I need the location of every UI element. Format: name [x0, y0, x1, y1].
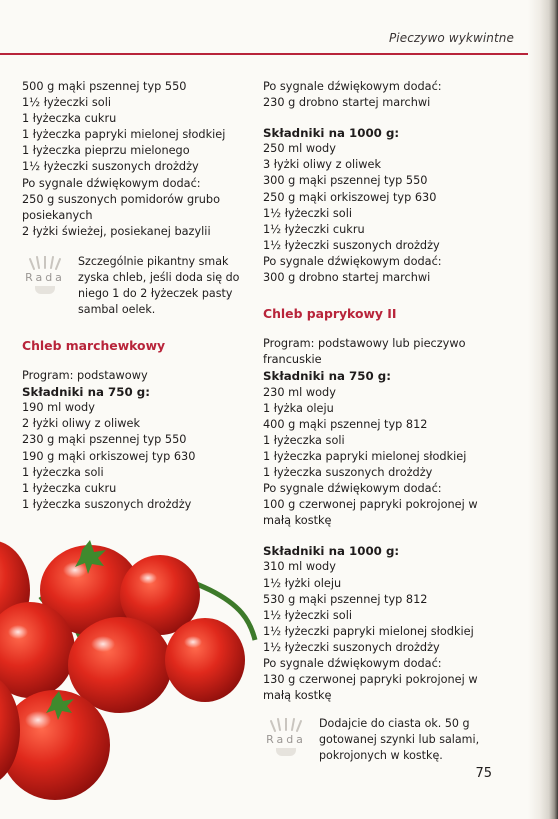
- ingredients-heading: Składniki na 1000 g:: [263, 544, 400, 559]
- ingredient-line: 250 ml wody: [263, 142, 336, 156]
- ingredient-line: 1½ łyżeczki soli: [22, 96, 111, 110]
- tip-box: [263, 716, 521, 764]
- instruction-line: Po sygnale dźwiękowym dodać:: [22, 176, 201, 190]
- tip-text: Dodajcie do ciasta ok. 50 g gotowanej szynki lub salami, pokrojonych w kostkę.: [319, 717, 480, 763]
- ingredient-line: 1 łyżeczka cukru: [22, 112, 117, 126]
- ingredient-line: 500 g mąki pszennej typ 550: [22, 80, 187, 93]
- ingredient-line: 1½ łyżeczki suszonych drożdży: [22, 160, 199, 174]
- header-rule: [0, 53, 528, 55]
- tip-text: Szczególnie pikantny smak zyska chleb, jeśli doda się do niego 1 do 2 łyżeczek pasty sambal oelek.: [78, 254, 240, 316]
- left-column: [22, 79, 250, 513]
- ingredient-line: 530 g mąki pszennej typ 812: [263, 592, 428, 606]
- tip-bulb-icon: [22, 256, 68, 296]
- ingredient-line: 3 łyżki oliwy z oliwek: [263, 158, 382, 172]
- page-edge: [528, 0, 558, 819]
- ingredient-line: 1 łyżeczka suszonych drożdży: [263, 465, 433, 479]
- ingredient-line: 400 g mąki pszennej typ 812: [263, 417, 428, 431]
- recipe-title: Chleb paprykowy II: [263, 306, 397, 322]
- ingredient-line: 130 g czerwonej papryki pokrojonej w małą kostkę: [263, 673, 478, 703]
- ingredient-line: 1 łyżeczka cukru: [22, 481, 117, 495]
- ingredient-line: 1 łyżeczka papryki mielonej słodkiej: [22, 128, 226, 142]
- ingredient-line: 1½ łyżeczki cukru: [263, 222, 365, 236]
- right-column: [263, 79, 521, 764]
- ingredients-heading: Składniki na 750 g:: [22, 385, 150, 400]
- ingredient-line: 250 g suszonych pomidorów grubo posiekanych: [22, 192, 220, 222]
- ingredient-line: 1½ łyżeczki suszonych drożdży: [263, 238, 440, 252]
- tip-box: [22, 254, 250, 318]
- program-line: Program: podstawowy lub pieczywo francuskie: [263, 337, 466, 367]
- ingredient-line: 310 ml wody: [263, 560, 336, 574]
- ingredient-line: 1 łyżeczka papryki mielonej słodkiej: [263, 449, 467, 463]
- tip-label: Rada: [25, 270, 65, 284]
- ingredient-line: 1½ łyżki oleju: [263, 576, 342, 590]
- ingredient-line: 300 g mąki pszennej typ 550: [263, 174, 428, 188]
- ingredient-line: 1 łyżeczka pieprzu mielonego: [22, 144, 190, 158]
- ingredient-line: 190 ml wody: [22, 401, 95, 415]
- ingredients-heading: Składniki na 1000 g:: [263, 126, 400, 141]
- tip-label: Rada: [266, 733, 306, 747]
- tomato-photo: [0, 530, 280, 819]
- ingredient-line: 300 g drobno startej marchwi: [263, 271, 431, 285]
- program-line: Program: podstawowy: [22, 369, 148, 383]
- instruction-line: Po sygnale dźwiękowym dodać:: [263, 482, 442, 496]
- instruction-line: Po sygnale dźwiękowym dodać:: [263, 254, 442, 268]
- ingredient-line: 190 g mąki orkiszowej typ 630: [22, 449, 196, 463]
- instruction-line: Po sygnale dźwiękowym dodać:: [263, 80, 442, 93]
- ingredient-line: 250 g mąki orkiszowej typ 630: [263, 190, 437, 204]
- page-number: 75: [475, 766, 492, 781]
- ingredient-line: 1½ łyżeczki soli: [263, 206, 352, 220]
- ingredient-line: 2 łyżki oliwy z oliwek: [22, 417, 141, 431]
- ingredient-line: 1 łyżeczka soli: [22, 465, 104, 479]
- recipe-title: Chleb marchewkowy: [22, 337, 166, 353]
- running-header: Pieczywo wykwintne: [388, 31, 514, 45]
- ingredient-line: 230 ml wody: [263, 385, 336, 399]
- ingredient-line: 2 łyżki świeżej, posiekanej bazylii: [22, 224, 211, 238]
- ingredient-line: 1 łyżeczka suszonych drożdży: [22, 497, 192, 511]
- ingredient-line: 1½ łyżeczki papryki mielonej słodkiej: [263, 624, 474, 638]
- bulb-rays-icon: [28, 256, 62, 270]
- ingredient-line: 230 g mąki pszennej typ 550: [22, 433, 187, 447]
- ingredient-line: 1 łyżka oleju: [263, 401, 334, 415]
- ingredients-heading: Składniki na 750 g:: [263, 369, 391, 384]
- ingredient-line: 1 łyżeczka soli: [263, 433, 345, 447]
- instruction-line: Po sygnale dźwiękowym dodać:: [263, 657, 442, 670]
- ingredient-line: 1½ łyżeczki suszonych drożdży: [263, 640, 440, 654]
- ingredient-line: 230 g drobno startej marchwi: [263, 96, 431, 110]
- ingredient-line: 100 g czerwonej papryki pokrojonej w małą kostkę: [263, 498, 478, 528]
- ingredient-line: 1½ łyżeczki soli: [263, 608, 352, 622]
